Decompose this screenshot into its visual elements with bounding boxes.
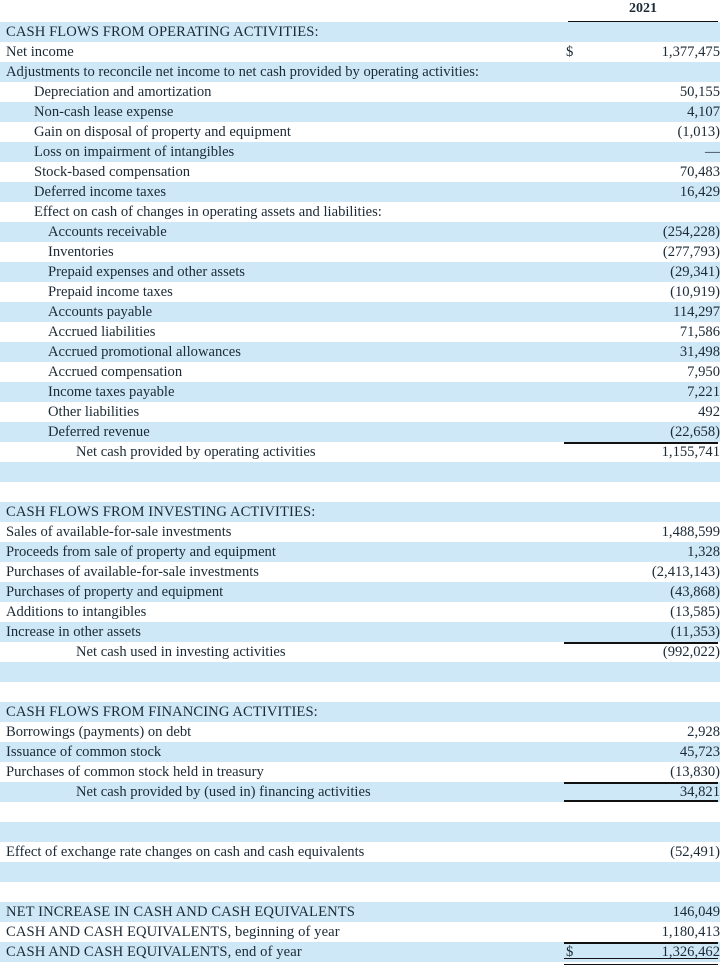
statement-row	[0, 422, 720, 442]
row-value-group	[564, 182, 720, 202]
statement-row	[0, 762, 720, 782]
currency-symbol	[566, 562, 592, 582]
row-value-group	[564, 42, 720, 62]
row-value-group	[564, 522, 720, 542]
currency-symbol	[566, 182, 592, 202]
row-value: 7,950	[687, 364, 720, 380]
currency-symbol	[566, 382, 592, 402]
row-label: Additions to intangibles	[6, 604, 147, 620]
currency-symbol	[566, 302, 592, 322]
currency-symbol	[566, 842, 592, 862]
statement-row	[0, 282, 720, 302]
row-label: Deferred revenue	[48, 424, 150, 440]
row-value: (2,413,143)	[651, 564, 720, 580]
row-value-group	[564, 602, 720, 622]
row-label: Accrued liabilities	[48, 324, 156, 340]
row-value: 45,723	[679, 744, 720, 760]
row-value: (22,658)	[670, 424, 720, 440]
row-label: CASH FLOWS FROM OPERATING ACTIVITIES:	[6, 24, 319, 40]
statement-spacer-row	[0, 662, 720, 682]
row-value: 16,429	[679, 184, 720, 200]
statement-row	[0, 42, 720, 62]
statement-row	[0, 502, 720, 522]
row-value-group	[564, 722, 720, 742]
row-label: Borrowings (payments) on debt	[6, 724, 192, 740]
statement-row	[0, 22, 720, 42]
row-value: (43,868)	[670, 584, 720, 600]
currency-symbol	[566, 162, 592, 182]
statement-row	[0, 142, 720, 162]
row-value-group	[564, 22, 720, 42]
currency-symbol	[566, 502, 592, 522]
row-value-group	[564, 102, 720, 122]
row-value-group	[564, 942, 720, 962]
row-value-group	[564, 402, 720, 422]
currency-symbol	[566, 362, 592, 382]
row-label: Prepaid expenses and other assets	[48, 264, 245, 280]
row-value: 4,107	[687, 104, 720, 120]
row-label: Accrued promotional allowances	[48, 344, 241, 360]
row-value-group	[564, 362, 720, 382]
row-label: Non-cash lease expense	[34, 104, 174, 120]
row-label: CASH AND CASH EQUIVALENTS, beginning of year	[6, 924, 340, 940]
row-label: Stock-based compensation	[34, 164, 191, 180]
currency-symbol	[566, 702, 592, 722]
statement-row	[0, 702, 720, 722]
row-label: Net cash provided by (used in) financing activities	[76, 784, 371, 800]
row-value-group	[564, 202, 720, 222]
row-value	[590, 62, 720, 82]
statement-row	[0, 622, 720, 642]
currency-symbol	[566, 642, 592, 662]
statement-row	[0, 902, 720, 922]
currency-symbol	[566, 602, 592, 622]
row-label: NET INCREASE IN CASH AND CASH EQUIVALENTS	[6, 904, 355, 920]
statement-row	[0, 442, 720, 462]
row-value: 1,155,741	[661, 444, 720, 460]
row-label: CASH FLOWS FROM INVESTING ACTIVITIES:	[6, 504, 316, 520]
row-label: Depreciation and amortization	[34, 84, 212, 100]
row-label: Gain on disposal of property and equipment	[34, 124, 291, 140]
row-label: Net cash provided by operating activities	[76, 444, 316, 460]
statement-row	[0, 102, 720, 122]
row-value-group	[564, 342, 720, 362]
row-value-group	[564, 62, 720, 82]
currency-symbol	[566, 582, 592, 602]
row-value: 492	[698, 404, 720, 420]
row-value: 146,049	[672, 904, 720, 920]
row-value: 7,221	[687, 384, 720, 400]
row-value-group	[564, 382, 720, 402]
row-value	[590, 22, 720, 42]
row-value-group	[564, 542, 720, 562]
statement-row	[0, 782, 720, 802]
row-value: 34,821	[679, 784, 720, 800]
column-header-row	[0, 0, 720, 22]
row-label: Purchases of available-for-sale investments	[6, 564, 259, 580]
row-value: 2,928	[687, 724, 720, 740]
currency-symbol	[566, 442, 592, 462]
statement-row	[0, 302, 720, 322]
currency-symbol	[566, 262, 592, 282]
statement-row	[0, 582, 720, 602]
statement-row	[0, 222, 720, 242]
statement-spacer-row	[0, 802, 720, 822]
row-value-group	[564, 842, 720, 862]
row-value: 1,180,413	[661, 924, 720, 940]
row-label: Prepaid income taxes	[48, 284, 173, 300]
column-header-year: 2021	[568, 0, 718, 22]
row-value: (1,013)	[677, 124, 720, 140]
statement-row	[0, 742, 720, 762]
statement-row	[0, 402, 720, 422]
row-value-group	[564, 922, 720, 942]
statement-spacer-row	[0, 822, 720, 842]
row-value: 71,586	[679, 324, 720, 340]
currency-symbol	[566, 782, 592, 802]
row-value	[590, 702, 720, 722]
row-value-group	[564, 302, 720, 322]
statement-row	[0, 562, 720, 582]
currency-symbol	[566, 322, 592, 342]
row-value-group	[564, 162, 720, 182]
row-label: Purchases of common stock held in treasury	[6, 764, 264, 780]
statement-row	[0, 262, 720, 282]
currency-symbol	[566, 922, 592, 942]
currency-symbol	[566, 102, 592, 122]
currency-symbol	[566, 342, 592, 362]
currency-symbol	[566, 422, 592, 442]
row-label: Accounts payable	[48, 304, 153, 320]
row-value: 1,488,599	[661, 524, 720, 540]
statement-row	[0, 922, 720, 942]
statement-row	[0, 322, 720, 342]
row-value-group	[564, 122, 720, 142]
row-label: Accounts receivable	[48, 224, 167, 240]
statement-row	[0, 122, 720, 142]
statement-row	[0, 602, 720, 622]
statement-row	[0, 162, 720, 182]
statement-spacer-row	[0, 882, 720, 902]
row-label: Purchases of property and equipment	[6, 584, 224, 600]
row-label: CASH FLOWS FROM FINANCING ACTIVITIES:	[6, 704, 318, 720]
statement-row	[0, 362, 720, 382]
row-value-group	[564, 622, 720, 642]
row-label: Income taxes payable	[48, 384, 175, 400]
currency-symbol	[566, 82, 592, 102]
currency-symbol	[566, 222, 592, 242]
currency-symbol: $	[566, 44, 574, 60]
currency-symbol	[566, 282, 592, 302]
row-value	[590, 202, 720, 222]
currency-symbol	[566, 622, 592, 642]
statement-spacer-row	[0, 682, 720, 702]
row-value: 50,155	[679, 84, 720, 100]
currency-symbol	[566, 542, 592, 562]
statement-row	[0, 542, 720, 562]
statement-rows	[0, 22, 720, 962]
statement-row	[0, 842, 720, 862]
currency-symbol	[566, 122, 592, 142]
row-value-group	[564, 242, 720, 262]
row-value-group	[564, 742, 720, 762]
row-label: Effect of exchange rate changes on cash and cash equivalents	[6, 844, 365, 860]
currency-symbol	[566, 142, 592, 162]
row-value: (13,830)	[670, 764, 720, 780]
row-value-group	[564, 902, 720, 922]
row-value-group	[564, 762, 720, 782]
row-value-group	[564, 422, 720, 442]
row-value: (254,228)	[662, 224, 720, 240]
row-value: 114,297	[673, 304, 720, 320]
currency-symbol	[566, 902, 592, 922]
row-label: Increase in other assets	[6, 624, 141, 640]
row-label: Effect on cash of changes in operating assets and liabilities:	[34, 204, 382, 220]
statement-row	[0, 942, 720, 962]
row-label: Proceeds from sale of property and equipment	[6, 544, 276, 560]
row-value: (277,793)	[662, 244, 720, 260]
statement-row	[0, 382, 720, 402]
currency-symbol	[566, 62, 592, 82]
currency-symbol	[566, 722, 592, 742]
row-label: Net cash used in investing activities	[76, 644, 286, 660]
row-value-group	[564, 282, 720, 302]
header-spacer	[0, 0, 568, 22]
row-value: 1,377,475	[661, 44, 720, 60]
row-value-group	[564, 262, 720, 282]
currency-symbol	[566, 762, 592, 782]
row-label: CASH AND CASH EQUIVALENTS, end of year	[6, 944, 302, 960]
statement-row	[0, 182, 720, 202]
row-value: (52,491)	[670, 844, 720, 860]
row-value-group	[564, 322, 720, 342]
row-value: 31,498	[679, 344, 720, 360]
row-value: (29,341)	[670, 264, 720, 280]
row-value: (11,353)	[670, 624, 720, 640]
statement-spacer-row	[0, 862, 720, 882]
row-value-group	[564, 222, 720, 242]
row-label: Adjustments to reconcile net income to net cash provided by operating activities:	[6, 64, 479, 80]
row-value-group	[564, 642, 720, 662]
row-label: Accrued compensation	[48, 364, 183, 380]
row-value: 1,328	[687, 544, 720, 560]
statement-row	[0, 242, 720, 262]
row-value-group	[564, 582, 720, 602]
row-label: Inventories	[48, 244, 114, 260]
row-value: 70,483	[679, 164, 720, 180]
row-value: —	[705, 144, 720, 160]
currency-symbol	[566, 22, 592, 42]
statement-row	[0, 642, 720, 662]
row-value-group	[564, 142, 720, 162]
statement-spacer-row	[0, 482, 720, 502]
row-label: Loss on impairment of intangibles	[34, 144, 235, 160]
currency-symbol: $	[566, 944, 574, 960]
row-value-group	[564, 82, 720, 102]
currency-symbol	[566, 242, 592, 262]
row-value	[590, 502, 720, 522]
row-label: Sales of available-for-sale investments	[6, 524, 232, 540]
currency-symbol	[566, 742, 592, 762]
statement-spacer-row	[0, 462, 720, 482]
statement-row	[0, 522, 720, 542]
row-label: Issuance of common stock	[6, 744, 162, 760]
row-value-group	[564, 442, 720, 462]
row-label: Deferred income taxes	[34, 184, 167, 200]
row-label: Net income	[6, 44, 74, 60]
statement-row	[0, 202, 720, 222]
statement-row	[0, 722, 720, 742]
row-value: (13,585)	[670, 604, 720, 620]
row-label: Other liabilities	[48, 404, 140, 420]
row-value-group	[564, 702, 720, 722]
row-value: (992,022)	[662, 644, 720, 660]
row-value-group	[564, 502, 720, 522]
currency-symbol	[566, 202, 592, 222]
row-value: (10,919)	[670, 284, 720, 300]
row-value-group	[564, 782, 720, 802]
statement-row	[0, 62, 720, 82]
currency-symbol	[566, 402, 592, 422]
statement-row	[0, 82, 720, 102]
row-value-group	[564, 562, 720, 582]
currency-symbol	[566, 522, 592, 542]
statement-row	[0, 342, 720, 362]
row-value: 1,326,462	[661, 944, 720, 960]
